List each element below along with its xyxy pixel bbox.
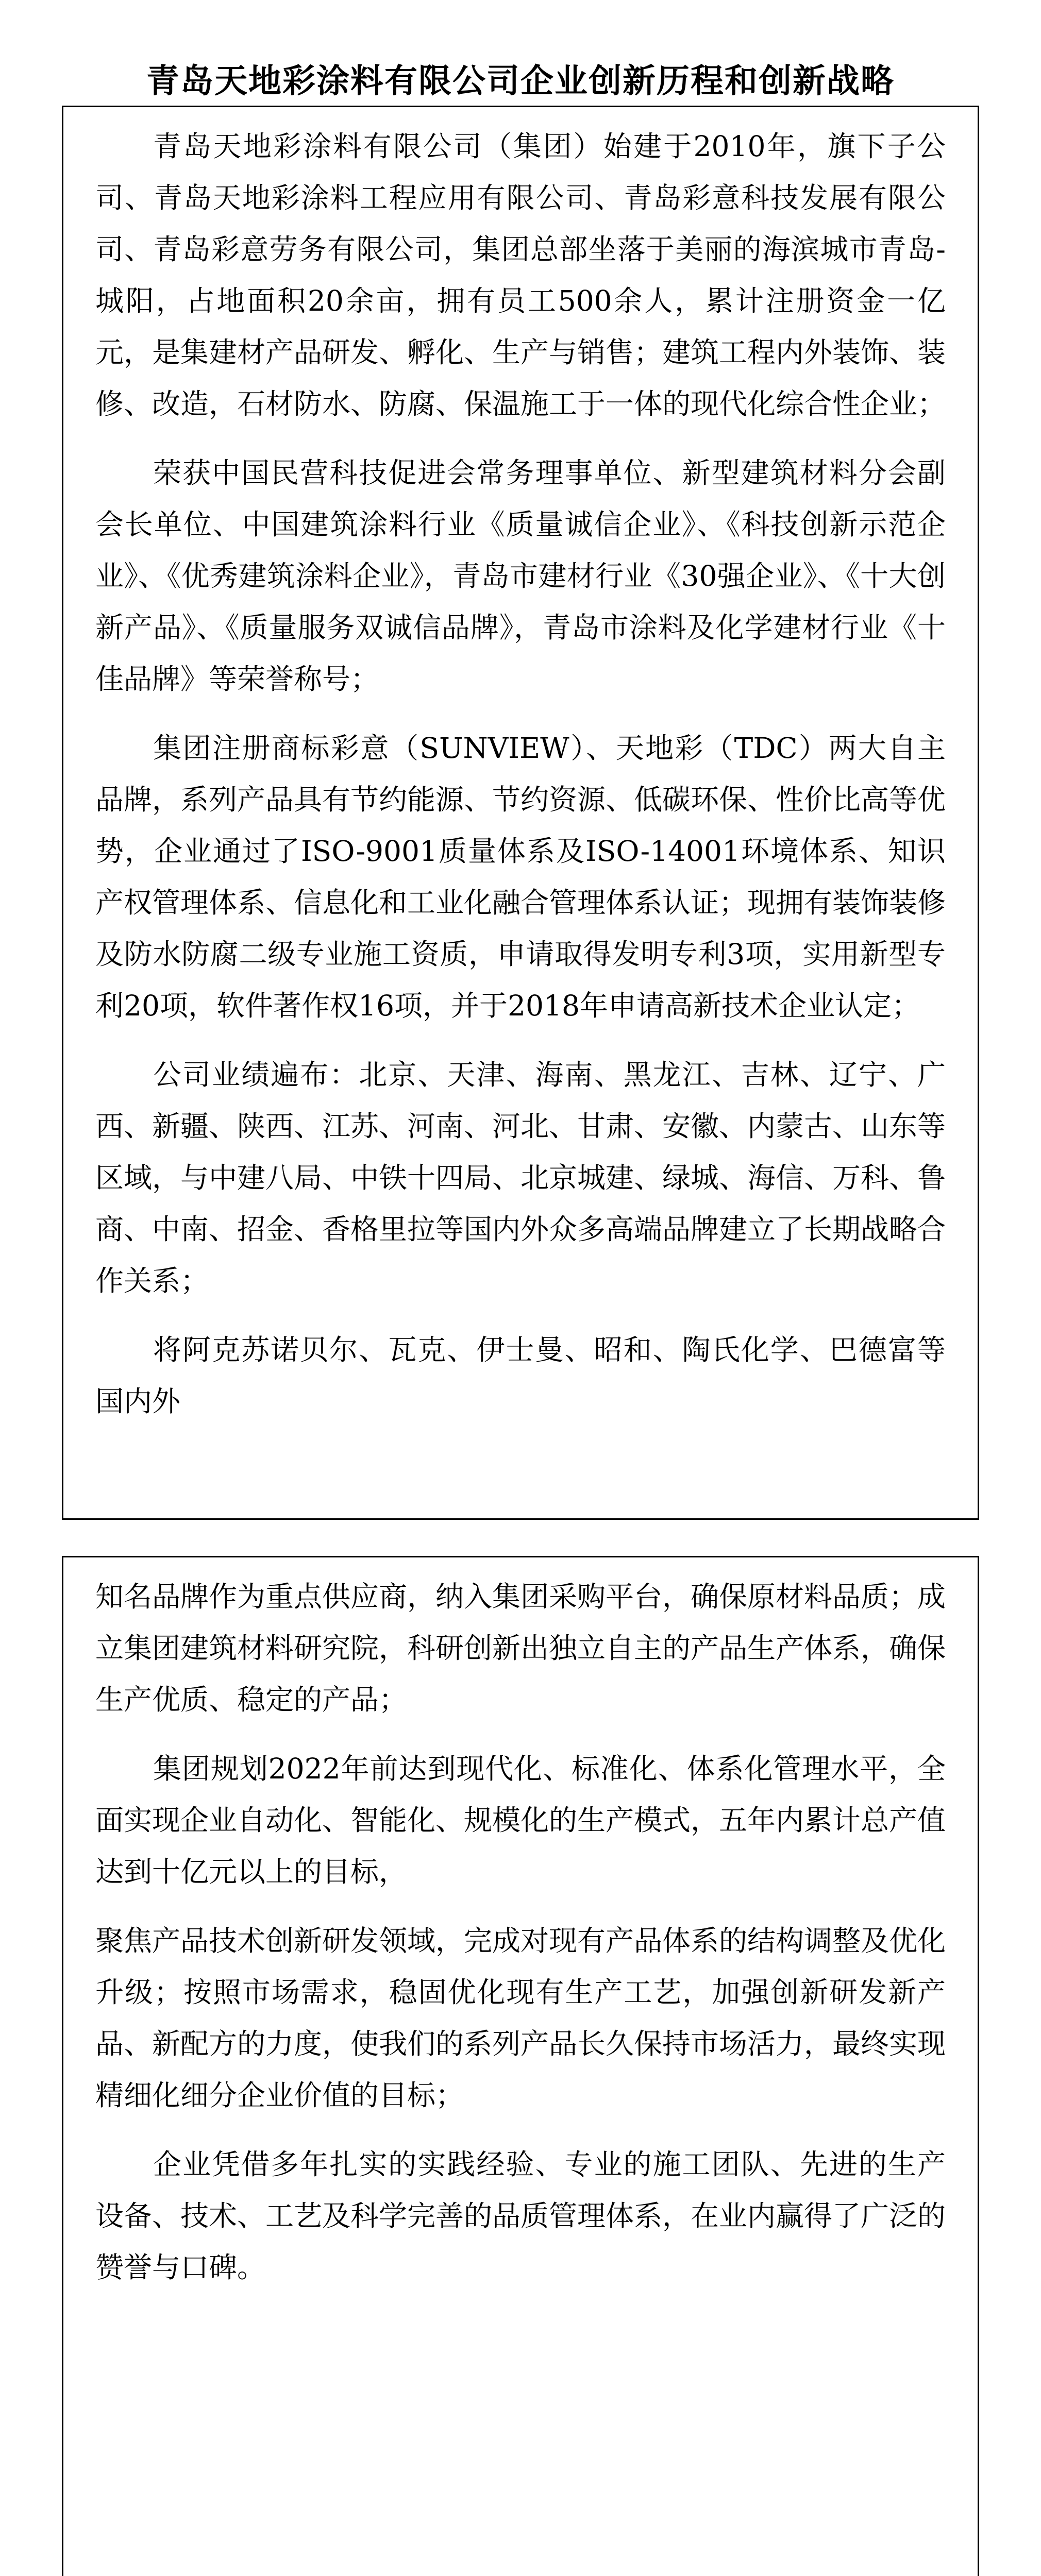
paragraph-honors: 荣获中国民营科技促进会常务理事单位、新型建筑材料分会副会长单位、中国建筑涂料行业《质量诚信企业》、《科技创新示范企业》、《优秀建筑涂料企业》，青岛市建材行业《30强企业》、《十大创新产品》、《质量服务双诚信品牌》，青岛市涂料及化学建材行业《十佳品牌》等荣誉称号；: [95, 456, 946, 696]
document-title: 青岛天地彩涂料有限公司企业创新历程和创新战略: [146, 62, 895, 100]
paragraph-rd-focus: 聚焦产品技术创新研发领域，完成对现有产品体系的结构调整及优化升级；按照市场需求，稳固优化现有生产工艺，加强创新研发新产品、新配方的力度，使我们的系列产品长久保持市场活力，最终实现精细化细分企业价值的目标；: [95, 1924, 946, 2112]
paragraph-reputation: 企业凭借多年扎实的实践经验、专业的施工团队、先进的生产设备、技术、工艺及科学完善的品质管理体系，在业内赢得了广泛的赞誉与口碑。: [95, 2148, 946, 2284]
paragraph-company-intro: 青岛天地彩涂料有限公司（集团）始建于2010年，旗下子公司、青岛天地彩涂料工程应用有限公司、青岛彩意科技发展有限公司、青岛彩意劳务有限公司，集团总部坐落于美丽的海滨城市青岛-城阳，占地面积20余亩，拥有员工500余人，累计注册资金一亿元，是集建材产品研发、孵化、生产与销售；建筑工程内外装饰、装修、改造，石材防水、防腐、保温施工于一体的现代化综合性企业；: [95, 130, 946, 420]
paragraph-suppliers-start: 将阿克苏诺贝尔、瓦克、伊士曼、昭和、陶氏化学、巴德富等国内外: [95, 1333, 946, 1418]
paragraph-2022-plan: 集团规划2022年前达到现代化、标准化、体系化管理水平，全面实现企业自动化、智能化、规模化的生产模式，五年内累计总产值达到十亿元以上的目标，: [95, 1752, 946, 1888]
page-frame-1: [62, 106, 979, 1520]
paragraph-business-coverage: 公司业绩遍布：北京、天津、海南、黑龙江、吉林、辽宁、广西、新疆、陕西、江苏、河南、河北、甘肃、安徽、内蒙古、山东等区域，与中建八局、中铁十四局、北京城建、绿城、海信、万科、鲁商、中南、招金、香格里拉等国内外众多高端品牌建立了长期战略合作关系；: [95, 1058, 946, 1297]
page-frame-2: [62, 1556, 979, 2576]
paragraph-suppliers-continued: 知名品牌作为重点供应商，纳入集团采购平台，确保原材料品质；成立集团建筑材料研究院，科研创新出独立自主的产品生产体系，确保生产优质、稳定的产品；: [95, 1580, 946, 1716]
paragraph-brands-certifications: 集团注册商标彩意（SUNVIEW）、天地彩（TDC）两大自主品牌，系列产品具有节约能源、节约资源、低碳环保、性价比高等优势，企业通过了ISO-9001质量体系及ISO-14001环境体系、知识产权管理体系、信息化和工业化融合管理体系认证；现拥有装饰装修及防水防腐二级专业施工资质，申请取得发明专利3项，实用新型专利20项，软件著作权16项，并于2018年申请高新技术企业认定；: [95, 732, 946, 1022]
